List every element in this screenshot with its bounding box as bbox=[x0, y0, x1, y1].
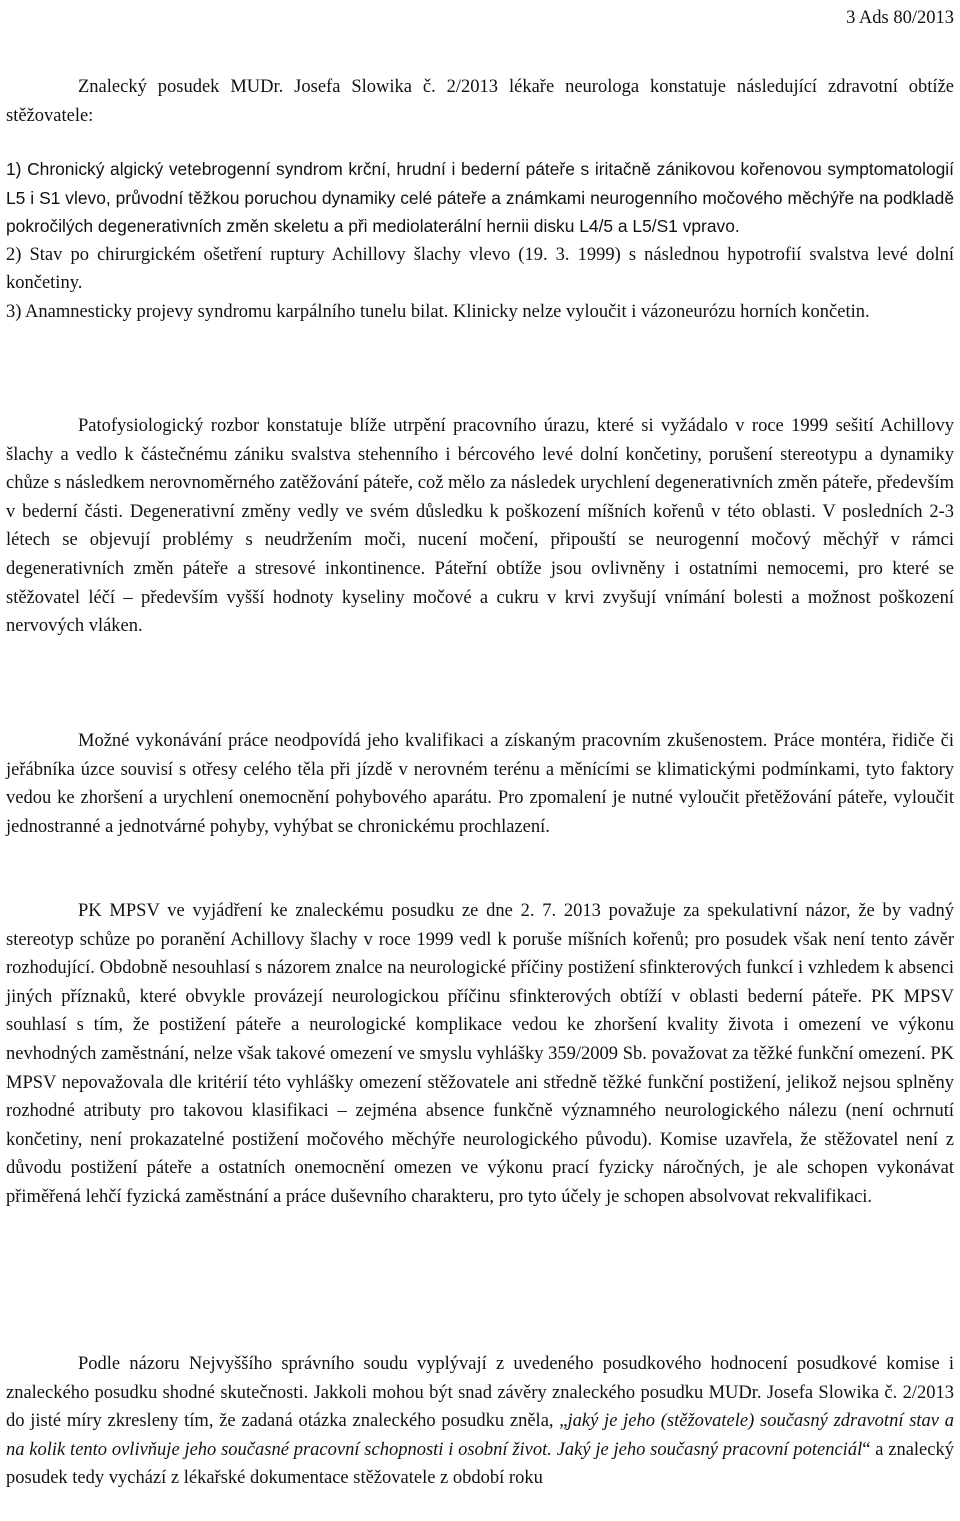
pathophysiology-paragraph: Patofysiologický rozbor konstatuje blíže utrpění pracovního úrazu, které si vyžádalo v roce 1999 sešití Achillovy šlachy a vedlo k částečnému zániku svalstva stehenního i bércového levé dolní končetiny, porušení stereotypu a dynamiky chůze s následkem nerovnoměrného zatěžování páteře, což mělo za následek urychlení degenerativních změn páteře, především v bederní části. Degenerativní změny vedly ve svém důsledku k poškození míšních kořenů v této oblasti. V posledních 2-3 létech se objevují problémy s neudržením moči, nucení močení, připouští se neurogenní močový měchýř v rámci degenerativních změn páteře a stresové inkontinence. Páteřní obtíže jsou ovlivněny i ostatními nemocemi, pro které se stěžovatel léčí – především vyšší hodnoty kyseliny močové a cukru v krvi zvyšují vnímání bolesti a možnost poškození nervových vláken. bbox=[6, 416, 954, 637]
court-opinion-text-start: Podle názoru Nejvyššího správního soudu vyplývají z uvedeného posudkového hodnocení posudkové komise i znaleckého posudku shodné skutečnosti. Jakkoli mohou být snad závěry znaleckého posudku MUDr. Josefa Slowika č. 2/2013 do jisté míry zkresleny tím, že zadaná otázka znaleckého posudku zněla, „ bbox=[6, 1354, 954, 1432]
findings-list bbox=[6, 155, 954, 327]
intro-paragraph: Znalecký posudek MUDr. Josefa Slowika č. 2/2013 lékaře neurologa konstatuje následující zdravotní obtíže stěžovatele: bbox=[6, 77, 954, 126]
work-capacity-paragraph: Možné vykonávání práce neodpovídá jeho kvalifikaci a získaným pracovním zkušenostem. Práce montéra, řidiče či jeřábníka úzce souvisí s otřesy celého těla při jízdě v nerovném terénu a měnícími se klimatickými podmínkami, tyto faktory vedou ke zhoršení a urychlení onemocnění pohybového aparátu. Pro zpomalení je nutné vyloučit přetěžování páteře, vyloučit jednostranné a jednotvárné pohyby, vyhýbat se chronickému prochlazení. bbox=[6, 731, 954, 837]
court-opinion-text-end: “ a znalecký posudek tedy vychází z lékařské dokumentace stěžovatele z období roku bbox=[6, 1439, 954, 1489]
court-opinion-quote: jaký je jeho (stěžovatele) současný zdravotní stav a na kolik tento ovlivňuje jeho současné pracovní schopnosti i osobní život. Jaký je jeho současný pracovní potenciál bbox=[6, 1411, 955, 1460]
commission-paragraph: PK MPSV ve vyjádření ke znaleckému posudku ze dne 2. 7. 2013 považuje za spekulativní názor, že by vadný stereotyp schůze po poranění Achillovy šlachy v roce 1999 vedl k poruše míšních kořenů; pro posudek však není tento závěr rozhodující. Obdobně nesouhlasí s názorem znalce na neurologické příčiny postižení sfinkterových funkcí i vzhledem k absenci jiných příznaků, které obvykle provázejí neurologickou příčinu sfinkterových obtíží v oblasti bederní páteře. PK MPSV souhlasí s tím, že postižení páteře a neurologické komplikace vedou ke zhoršení kvality života i omezení ve výkonu nevhodných zaměstnání, nelze však takové omezení ve smyslu vyhlášky 359/2009 Sb. považovat za těžké funkční omezení. PK MPSV nepovažovala dle kritérií této vyhlášky omezení stěžovatele ani středně těžké funkční postižení, jelikož nejsou splněny rozhodné atributy pro takovou klasifikaci – zejména absence funkčně významného neurologického nálezu (není ochrnutí končetiny, není prokazatelné postižení močového měchýře neurologického původu). Komise uzavřela, že stěžovatel není z důvodu postižení páteře a ostatních onemocnění omezen ve výkonu prací fyzicky náročných, je ale schopen vykonávat přiměřená lehčí fyzická zaměstnání a práce duševního charakteru, pro tyto účely je schopen absolvovat rekvalifikaci. bbox=[6, 901, 954, 1207]
finding-item-3: 3) Anamnesticky projevy syndromu karpálního tunelu bilat. Klinicky nelze vyloučit i vázoneurózu horních končetin. bbox=[6, 301, 870, 322]
finding-item-1: 1) Chronický algický vetebrogenní syndrom krční, hrudní i bederní páteře s iritačně zánikovou kořenovou symptomatologií L5 i S1 vlevo, průvodní těžkou poruchou dynamiky celé páteře a známkami neurogenního močového měchýře na podkladě pokročilých degenerativních změn skeletu a při mediolaterální hernii disku L4/5 a L5/S1 vpravo. bbox=[6, 159, 954, 237]
finding-item-2: 2) Stav po chirurgickém ošetření ruptury Achillovy šlachy vlevo (19. 3. 1999) s následnou hypotrofií svalstva levé dolní končetiny. bbox=[6, 244, 954, 294]
case-reference: 3 Ads 80/2013 bbox=[846, 8, 954, 28]
court-opinion-paragraph bbox=[6, 1350, 954, 1493]
